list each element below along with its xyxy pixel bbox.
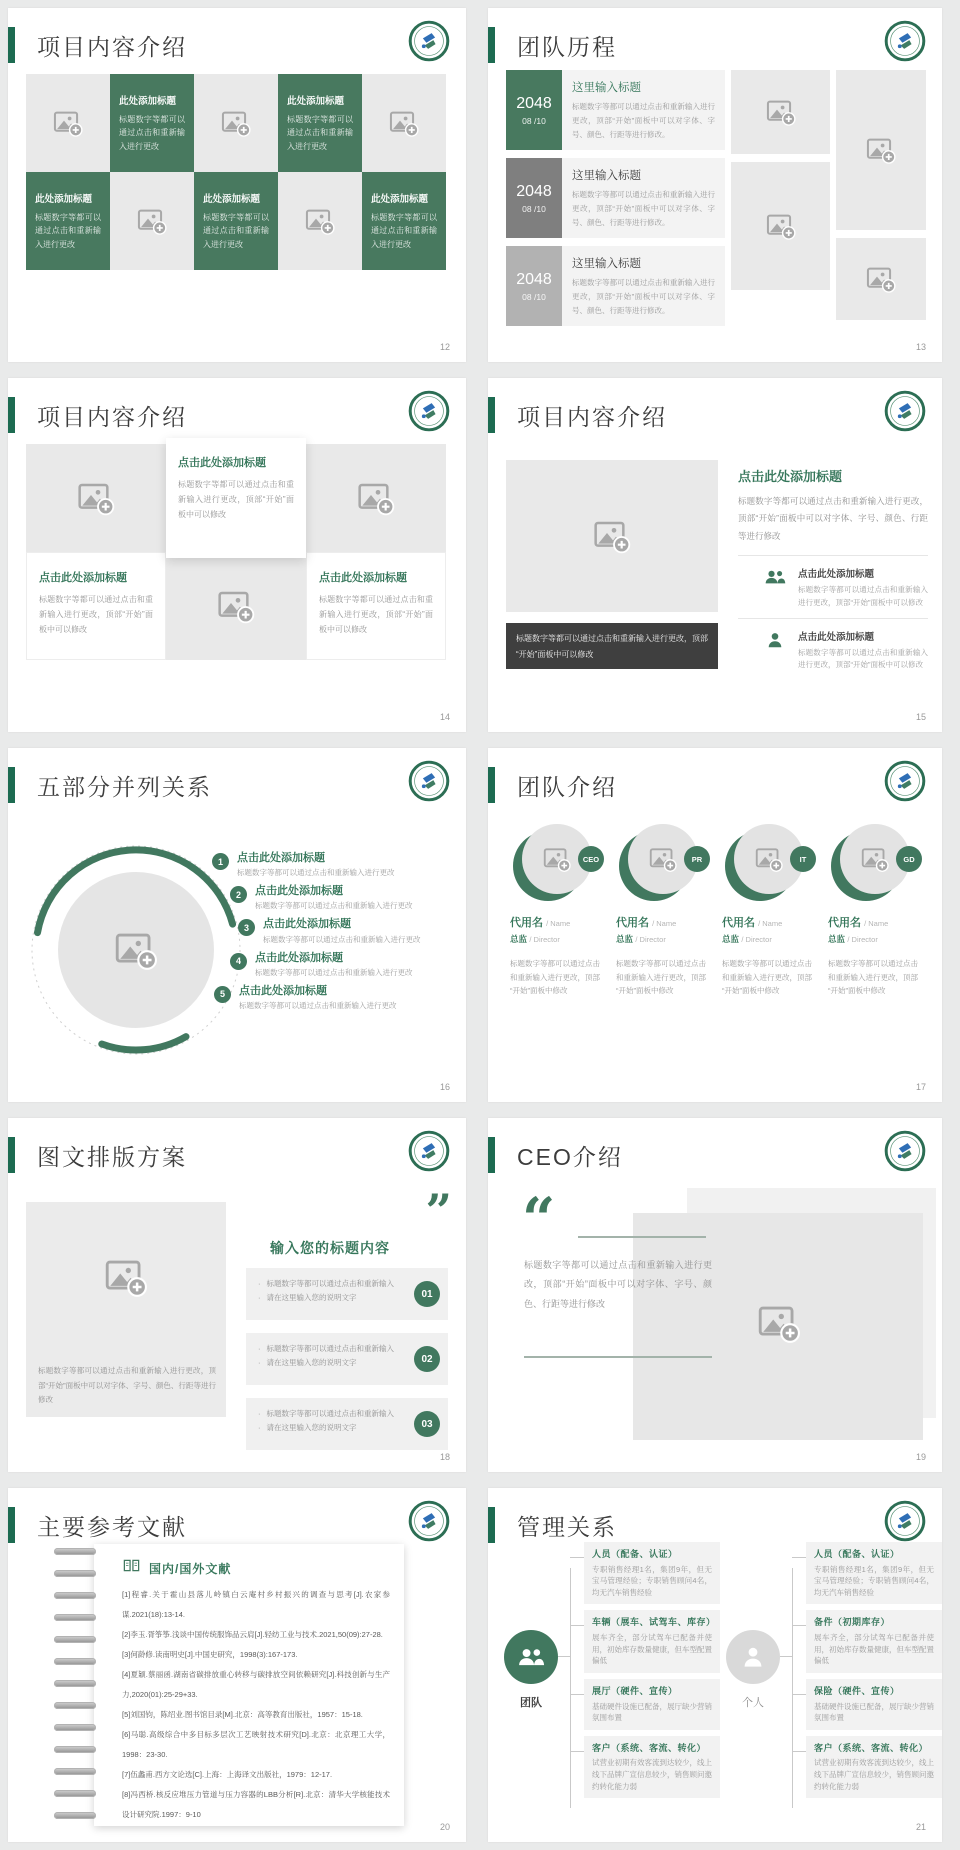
reference-item: [3]何龄修.读南明史[J].中国史研究，1998(3):167-173. [122,1650,298,1659]
info-box [806,1679,942,1730]
team-member [722,824,820,998]
people-group-icon [517,1646,545,1668]
image-placeholder [836,238,926,320]
add-picture-icon [542,844,572,874]
item-body: 标题数字等都可以通过点击和重新输入进行更改，顶部“开始”面板中可以修改 [798,585,928,607]
title-accent-bar [8,1507,15,1543]
box-body: 专职销售经理1名，集团9年，但无宝马管理经验；专职销售顾问4名，均无汽车销售经验 [592,1564,712,1597]
title-accent-bar [488,27,495,63]
role-badge: IT [790,846,816,872]
item-body: 标题数字等都可以通过点击和重新输入进行更改 [255,967,413,977]
page-number: 17 [915,1082,926,1092]
box-body: 专职销售经理1名，集团9年，但无宝马管理经验；专职销售顾问4名，均无汽车销售经验 [814,1564,934,1597]
info-box [806,1736,942,1798]
cell-title: 点击此处添加标题 [319,572,407,584]
member-role-en: / Director [635,935,666,944]
list-item [738,618,928,681]
date-block [506,70,562,150]
date: 08 /10 [522,115,546,126]
slide-title: 团队历程 [517,33,617,60]
cell-title: 此处添加标题 [287,96,345,108]
school-logo-icon [884,1130,926,1172]
cell-title: 此处添加标题 [203,194,261,206]
member-name-en: / Name [758,919,783,928]
image-placeholder [26,1202,226,1417]
timeline-row [506,246,725,326]
individual-branch [726,1542,942,1836]
box-title: 客户（系统、客流、转化） [592,1742,707,1753]
add-picture-icon [136,205,168,237]
cell-body: 标题数字等都可以通过点击和重新输入进行更改 [371,213,437,249]
image-placeholder [194,74,278,172]
cell-body: 标题数字等都可以通过点击和重新输入进行更改，顶部“开始”面板中可以修改 [178,480,294,520]
year: 2048 [516,182,552,200]
add-picture-icon [356,478,396,518]
number-badge: 2 [230,886,247,903]
cell-body: 标题数字等都可以通过点击和重新输入进行更改，顶部“开始”面板中可以修改 [39,595,153,635]
person-icon [764,629,788,672]
cell-title: 此处添加标题 [35,194,93,206]
page-number: 16 [439,1082,450,1092]
item-body: 标题数字等都可以通过点击和重新输入进行更改 [237,868,395,878]
number-badge: 03 [414,1411,440,1437]
add-picture-icon [592,516,632,556]
add-picture-icon [76,478,116,518]
team-node [504,1630,558,1684]
item-title: 点击此处添加标题 [798,569,875,581]
section-title: 点击此处添加标题 [738,469,843,484]
role-badge: PR [684,846,710,872]
page-number: 14 [439,712,450,722]
row-heading: 这里输入标题 [572,170,641,182]
slide-title: 项目内容介绍 [517,403,667,430]
school-logo-icon [408,1500,450,1542]
item-title: 点击此处添加标题 [255,885,343,898]
school-logo-icon [408,20,450,62]
number-badge: 1 [212,853,229,870]
bullet-line: · 请在这里输入您的说明文字 [258,1291,406,1305]
member-role: 总监 [828,934,846,944]
member-name: 代用名 [828,917,861,929]
row-body: 标题数字等都可以通过点击和重新输入进行更改，顶部“开始”面板中可以对字体、字号、颜色、行距等进行修改。 [572,278,715,315]
box-title: 人员（配备、认证） [814,1549,900,1559]
member-role: 总监 [722,934,740,944]
quote-open-icon: “ [522,1185,556,1253]
connector-line [780,1656,792,1657]
image-placeholder [26,74,110,172]
team-member [616,824,714,998]
box-body: 试营业初期有效客流到达较少，线上线下品牌广宣信息较少，销售顾问邀约转化能力弱 [592,1758,712,1791]
slide-20-references[interactable] [8,1488,466,1842]
date-block [506,246,562,326]
green-text-cell [362,172,446,270]
info-box [584,1610,720,1672]
title-accent-bar [8,767,15,803]
item-title: 点击此处添加标题 [798,632,875,644]
image-placeholder [731,70,830,154]
page-number: 12 [439,342,450,352]
bullet-line: · 标题数字等都可以通过点击和重新输入 [258,1407,406,1421]
member-role: 总监 [616,934,634,944]
info-box [806,1542,942,1604]
node-label: 团队 [520,1697,542,1709]
add-picture-icon [648,844,678,874]
node-label: 个人 [742,1697,764,1709]
cell-title: 此处添加标题 [371,194,429,206]
slide-title: 图文排版方案 [37,1143,187,1170]
year: 2048 [516,94,552,112]
item-title: 点击此处添加标题 [237,852,325,864]
number-badge: 02 [414,1346,440,1372]
list-item [738,556,928,618]
slide-15-project-content[interactable] [488,378,942,732]
box-body: 基础硬件设施已配备，展厅缺少营销氛围布置 [814,1701,934,1723]
role-badge: GD [896,846,922,872]
item-body: 标题数字等都可以通过点击和重新输入进行更改，顶部“开始”面板中可以修改 [798,648,928,670]
book-icon [122,1558,141,1578]
member-name: 代用名 [616,917,649,929]
section-title: 国内/国外文献 [149,1561,232,1576]
add-picture-icon [860,844,890,874]
numbered-rows [246,1268,448,1463]
slide-17-team-intro[interactable] [488,748,942,1102]
image-placeholder [306,444,446,552]
info-box [806,1610,942,1672]
member-role-en: / Director [529,935,560,944]
info-box [584,1542,720,1604]
date: 08 /10 [522,203,546,214]
page-number: 20 [439,1822,450,1832]
image-placeholder [110,172,194,270]
school-logo-icon [408,760,450,802]
page-number: 18 [439,1452,450,1462]
reference-item: [8]冯西桥.核反应堆压力管道与压力容器的LBB分析[R].北京：清华大学核能技术设计研究院.1997：9-10 [122,1790,390,1819]
team-branch [504,1542,720,1836]
item-title: 点击此处添加标题 [255,951,343,964]
member-name: 代用名 [722,917,755,929]
bullet-line: · 请在这里输入您的说明文字 [258,1356,406,1370]
reference-item: [6]马聪.高级综合中多目标多层次工艺映射技术研究[D].北京：北京理工大学，1998：23-30. [122,1730,390,1759]
add-picture-icon [103,1254,149,1300]
box-title: 保险（硬件、宣传） [814,1685,900,1696]
timeline-row [506,70,725,150]
member-desc: 标题数字等都可以通过点击和重新输入进行更改，顶部“开始”面板中修改 [722,959,812,995]
page-number: 13 [915,342,926,352]
connector-line [792,1568,793,1808]
title-accent-bar [8,27,15,63]
cell-title: 点击此处添加标题 [39,572,127,584]
reference-item: [1]程睿.关于霍山县落儿岭镇白云庵村乡村振兴的调查与思考[J].农家参谋.2021(18):13-14. [122,1590,390,1619]
section-title: 输入您的标题内容 [270,1240,390,1256]
slide-title: 管理关系 [517,1513,617,1540]
box-title: 车辆（展车、试驾车、库存） [592,1617,716,1628]
reference-list [122,1585,390,1825]
image-placeholder [836,70,926,230]
cell-body: 标题数字等都可以通过点击和重新输入进行更改 [35,213,101,249]
slide-title: 主要参考文献 [37,1513,187,1540]
box-body: 展车齐全，部分试驾车已配备并使用，初始库存数量健康，但车型配置偏低 [592,1633,712,1666]
numbered-row [246,1268,448,1320]
list-item [212,852,452,878]
person-icon [741,1645,765,1669]
slide-16-five-parts[interactable] [8,748,466,1102]
team-member [828,824,926,998]
item-body: 标题数字等都可以通过点击和重新输入进行更改 [255,901,413,911]
green-text-cell [26,172,110,270]
list-item [230,952,452,978]
connector-line [570,1568,571,1808]
member-desc: 标题数字等都可以通过点击和重新输入进行更改，顶部“开始”面板中修改 [828,959,918,995]
text-cell [26,552,166,660]
cell-body: 标题数字等都可以通过点击和重新输入进行更改 [119,115,185,151]
add-picture-icon [388,107,420,139]
image-placeholder [362,74,446,172]
member-role: 总监 [510,934,528,944]
spiral-binding [54,1548,96,1819]
numbered-row [246,1333,448,1385]
image-placeholder [506,460,718,612]
cell-title: 点击此处添加标题 [178,457,266,469]
bullet-line: · 标题数字等都可以通过点击和重新输入 [258,1342,406,1356]
row-body: 标题数字等都可以通过点击和重新输入进行更改，顶部“开始”面板中可以对字体、字号、颜色、行距等进行修改。 [572,190,715,227]
bullet-line: · 标题数字等都可以通过点击和重新输入 [258,1277,406,1291]
date: 08 /10 [522,291,546,302]
school-logo-icon [884,1500,926,1542]
slide-title: 项目内容介绍 [37,33,187,60]
slide-18-layout-scheme[interactable] [8,1118,466,1472]
slide-19-ceo-intro[interactable] [488,1118,942,1472]
slide-title: CEO介绍 [517,1143,623,1170]
reference-item: [5]刘国钧，陈绍业.图书馆目录[M].北京：高等教育出版社，1957：15-18. [122,1710,363,1719]
slide-header [8,26,187,64]
school-logo-icon [408,390,450,432]
box-body: 基础硬件设施已配备，展厅缺少营销氛围布置 [592,1701,712,1723]
info-box [584,1736,720,1798]
green-text-cell [194,172,278,270]
quote-body: 标题数字等都可以通过点击和重新输入进行更改，顶部“开始”面板中可以对字体、字号、颜色、行距等进行修改 [524,1260,712,1309]
list-item [238,918,452,944]
page-number: 21 [915,1822,926,1832]
add-picture-icon [220,107,252,139]
date-block [506,158,562,238]
slide-title: 五部分并列关系 [37,773,212,800]
text-cell [306,552,446,660]
list-item [230,885,452,911]
text-cell [166,438,306,558]
year: 2048 [516,270,552,288]
title-accent-bar [8,397,15,433]
add-picture-icon [52,107,84,139]
number-badge: 5 [214,986,231,1003]
school-logo-icon [408,1130,450,1172]
list-item [214,985,452,1011]
image-placeholder [278,172,362,270]
reference-item: [7]伍蠡甫.西方文论选[C].上海：上海译文出版社，1979：12-17. [122,1770,333,1779]
add-picture-icon [756,1300,802,1346]
item-title: 点击此处添加标题 [239,984,327,997]
connector-line [558,1656,570,1657]
title-accent-bar [488,1137,495,1173]
school-logo-icon [884,390,926,432]
number-badge: 4 [230,953,247,970]
image-placeholder [26,444,166,552]
info-box [584,1679,720,1730]
title-accent-bar [488,767,495,803]
add-picture-icon [865,263,897,295]
divider-line [578,1236,706,1238]
box-body: 试营业初期有效客流到达较少，线上线下品牌广宣信息较少，销售顾问邀约转化能力弱 [814,1758,934,1791]
page-number: 19 [915,1452,926,1462]
divider-line [524,1356,712,1358]
title-accent-bar [8,1137,15,1173]
role-badge: CEO [578,846,604,872]
image-caption: 标题数字等都可以通过点击和重新输入进行更改，顶部“开始”面板中可以对字体、字号、颜色、行距等进行修改 [38,1366,216,1404]
checkerboard-grid [26,74,446,270]
team-member [510,824,608,998]
quote-close-icon: ” [425,1184,452,1238]
add-picture-icon [113,927,159,973]
school-logo-icon [884,20,926,62]
slide-title: 项目内容介绍 [37,403,187,430]
cell-body: 标题数字等都可以通过点击和重新输入进行更改，顶部“开始”面板中可以修改 [319,595,433,635]
numbered-list [212,852,452,1018]
reference-item: [2]李玉.胥筝筝.浅谈中国传统服饰品云肩[J].轻纺工业与技术.2021,50(09):27-28. [122,1630,383,1639]
timeline-row [506,158,725,238]
section-body: 标题数字等都可以通过点击和重新输入进行更改，顶部“开始”面板中可以对字体、字号、颜色、行距等进行修改 [738,496,928,541]
numbered-row [246,1398,448,1450]
slide-14-project-content[interactable] [8,378,466,732]
member-desc: 标题数字等都可以通过点击和重新输入进行更改，顶部“开始”面板中修改 [510,959,600,995]
member-role-en: / Director [741,935,772,944]
cell-body: 标题数字等都可以通过点击和重新输入进行更改 [287,115,353,151]
bullet-line: · 请在这里输入您的说明文字 [258,1421,406,1435]
slide-12-project-content[interactable] [8,8,466,362]
green-text-cell [278,74,362,172]
box-title: 展厅（硬件、宣传） [592,1685,678,1696]
people-group-icon [764,566,788,609]
reference-item: [4]夏颖.蔡丽函.湖南省碳排放重心转移与碳排放空间依赖研究[J].科技创新与生产力,2020(01):25-29+33. [122,1670,390,1699]
row-body: 标题数字等都可以通过点击和重新输入进行更改，顶部“开始”面板中可以对字体、字号、颜色、行距等进行修改。 [572,102,715,139]
member-name-en: / Name [864,919,889,928]
add-picture-icon [216,586,256,626]
member-desc: 标题数字等都可以通过点击和重新输入进行更改，顶部“开始”面板中修改 [616,959,706,995]
item-title: 点击此处添加标题 [263,918,351,931]
add-picture-icon [304,205,336,237]
slide-13-team-history[interactable] [488,8,942,362]
green-text-cell [110,74,194,172]
slide-21-management-relations[interactable] [488,1488,942,1842]
box-title: 备件（初期库存） [814,1617,891,1628]
page-number: 15 [915,712,926,722]
individual-node [726,1630,780,1684]
image-caption: 标题数字等都可以通过点击和重新输入进行更改，顶部“开始”面板中可以修改 [506,623,718,669]
feature-list [738,555,928,681]
member-name-en: / Name [546,919,571,928]
cell-body: 标题数字等都可以通过点击和重新输入进行更改 [203,213,269,249]
slide-title: 团队介绍 [517,773,617,800]
item-body: 标题数字等都可以通过点击和重新输入进行更改 [263,934,421,944]
title-accent-bar [488,397,495,433]
member-name: 代用名 [510,917,543,929]
add-picture-icon [765,96,797,128]
row-heading: 这里输入标题 [572,82,641,94]
cell-title: 此处添加标题 [119,96,177,108]
add-picture-icon [754,844,784,874]
member-role-en: / Director [847,935,878,944]
number-badge: 3 [238,919,255,936]
number-badge: 01 [414,1281,440,1307]
item-body: 标题数字等都可以通过点击和重新输入进行更改 [239,1000,397,1010]
school-logo-icon [884,760,926,802]
box-title: 人员（配备、认证） [592,1549,678,1559]
image-placeholder [166,552,306,660]
add-picture-icon [865,134,897,166]
box-body: 展车齐全，部分试驾车已配备并使用，初始库存数量健康，但车型配置偏低 [814,1633,934,1666]
notebook-paper [94,1544,404,1826]
add-picture-icon [765,210,797,242]
row-heading: 这里输入标题 [572,258,641,270]
image-placeholder [731,162,830,290]
title-accent-bar [488,1507,495,1543]
box-title: 客户（系统、客流、转化） [814,1742,929,1753]
member-name-en: / Name [652,919,677,928]
